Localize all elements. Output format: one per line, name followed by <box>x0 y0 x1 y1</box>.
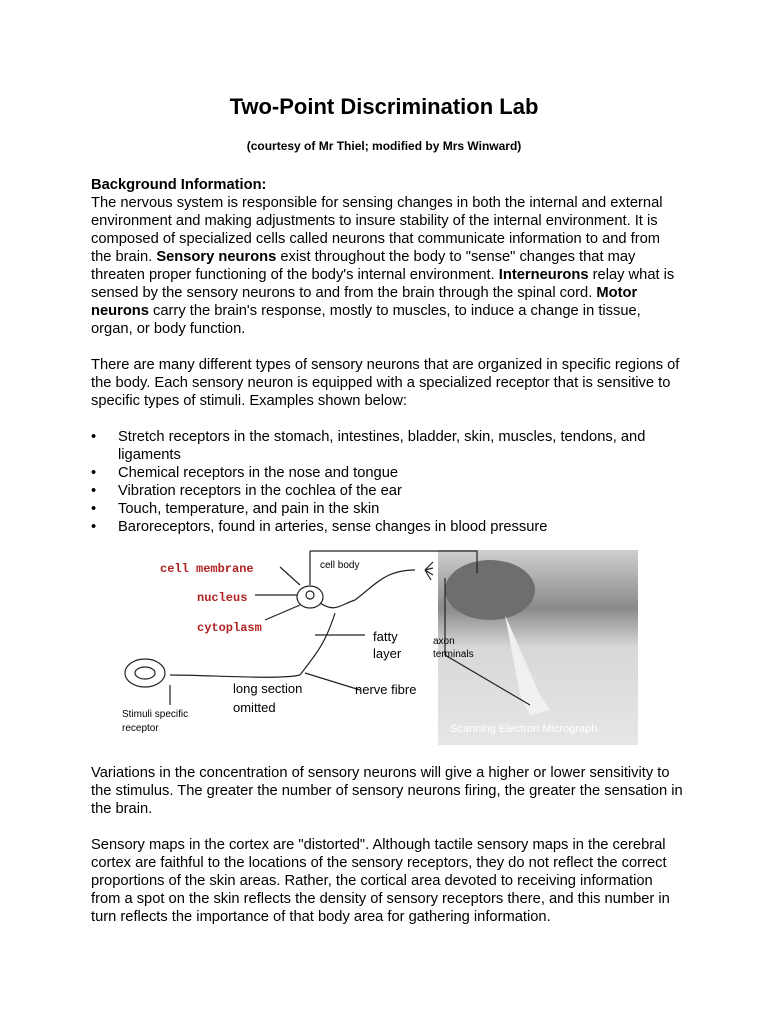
term-interneurons: Interneurons <box>498 267 589 283</box>
label-nerve-fibre: nerve fibre <box>355 682 417 697</box>
list-item: • Chemical receptors in the nose and tongue <box>91 464 683 482</box>
text: relay what is sensed by the sensory neurons to and from the brain through the spinal cord. <box>91 267 675 301</box>
micrograph-image <box>438 550 638 745</box>
label-terminals: terminals <box>433 649 474 660</box>
micrograph-caption: Scanning Electron Micrograph <box>450 723 598 735</box>
paragraph-sensory-types: There are many different types of sensory neurons that are organized in specific regions of the body. Each sensory neuron is equipped with a specialized receptor that is sensitive to specific types of stimuli. Examples shown below: <box>91 357 680 409</box>
label-stimuli-specific: Stimuli specific <box>122 709 189 720</box>
label-layer: layer <box>373 646 402 661</box>
list-item: • Stretch receptors in the stomach, intestines, bladder, skin, muscles, tendons, and ligaments <box>91 428 683 464</box>
receptor-list <box>91 428 683 536</box>
term-motor-neurons: Motor neurons <box>91 285 638 319</box>
label-receptor: receptor <box>122 723 159 734</box>
list-item: • Baroreceptors, found in arteries, sense changes in blood pressure <box>91 518 683 536</box>
label-nucleus: nucleus <box>197 591 248 605</box>
lower-section <box>91 764 683 926</box>
text: carry the brain's response, mostly to muscles, to induce a change in tissue, organ, or body function. <box>91 303 641 337</box>
paragraph-nervous-system <box>91 194 683 338</box>
label-fatty: fatty <box>373 629 398 644</box>
background-section <box>91 176 683 536</box>
label-cell-body: cell body <box>320 560 360 571</box>
list-item: • Vibration receptors in the cochlea of the ear <box>91 482 683 500</box>
text: The nervous system is responsible for sensing changes in both the internal and external environment and making adjustments to insure stability of the internal environment. It is composed of specialized cells called neurons that communicate information to and from the brain. <box>91 195 663 265</box>
page-title: Two-Point Discrimination Lab <box>229 94 539 119</box>
page-subtitle: (courtesy of Mr Thiel; modified by Mrs Winward) <box>246 139 522 153</box>
label-omitted: omitted <box>233 700 276 715</box>
section-heading: Background Information: <box>91 177 267 193</box>
label-long-section: long section <box>233 681 303 696</box>
label-axon: axon <box>433 636 455 647</box>
text: exist throughout the body to "sense" changes that may threaten proper functioning of the body's internal environment. <box>91 249 636 283</box>
paragraph-variations: Variations in the concentration of sensory neurons will give a higher or lower sensitivity to the stimulus. The greater the number of sensory neurons firing, the greater the sensation in the brain. <box>91 765 683 817</box>
label-cytoplasm: cytoplasm <box>197 621 262 635</box>
term-sensory-neurons: Sensory neurons <box>156 249 277 265</box>
paragraph-sensory-maps: Sensory maps in the cortex are "distorted". Although tactile sensory maps in the cerebral cortex are faithful to the locations of the sensory receptors, they do not reflect the correct proportions of the skin areas. Rather, the cortical area devoted to receiving information from a spot on the skin reflects the density of sensory receptors there, and this number in turn reflects the importance of that body area for gathering information. <box>91 837 670 925</box>
list-item: • Touch, temperature, and pain in the skin <box>91 500 683 518</box>
label-cell-membrane: cell membrane <box>160 562 254 576</box>
neuron-figure <box>110 545 650 745</box>
